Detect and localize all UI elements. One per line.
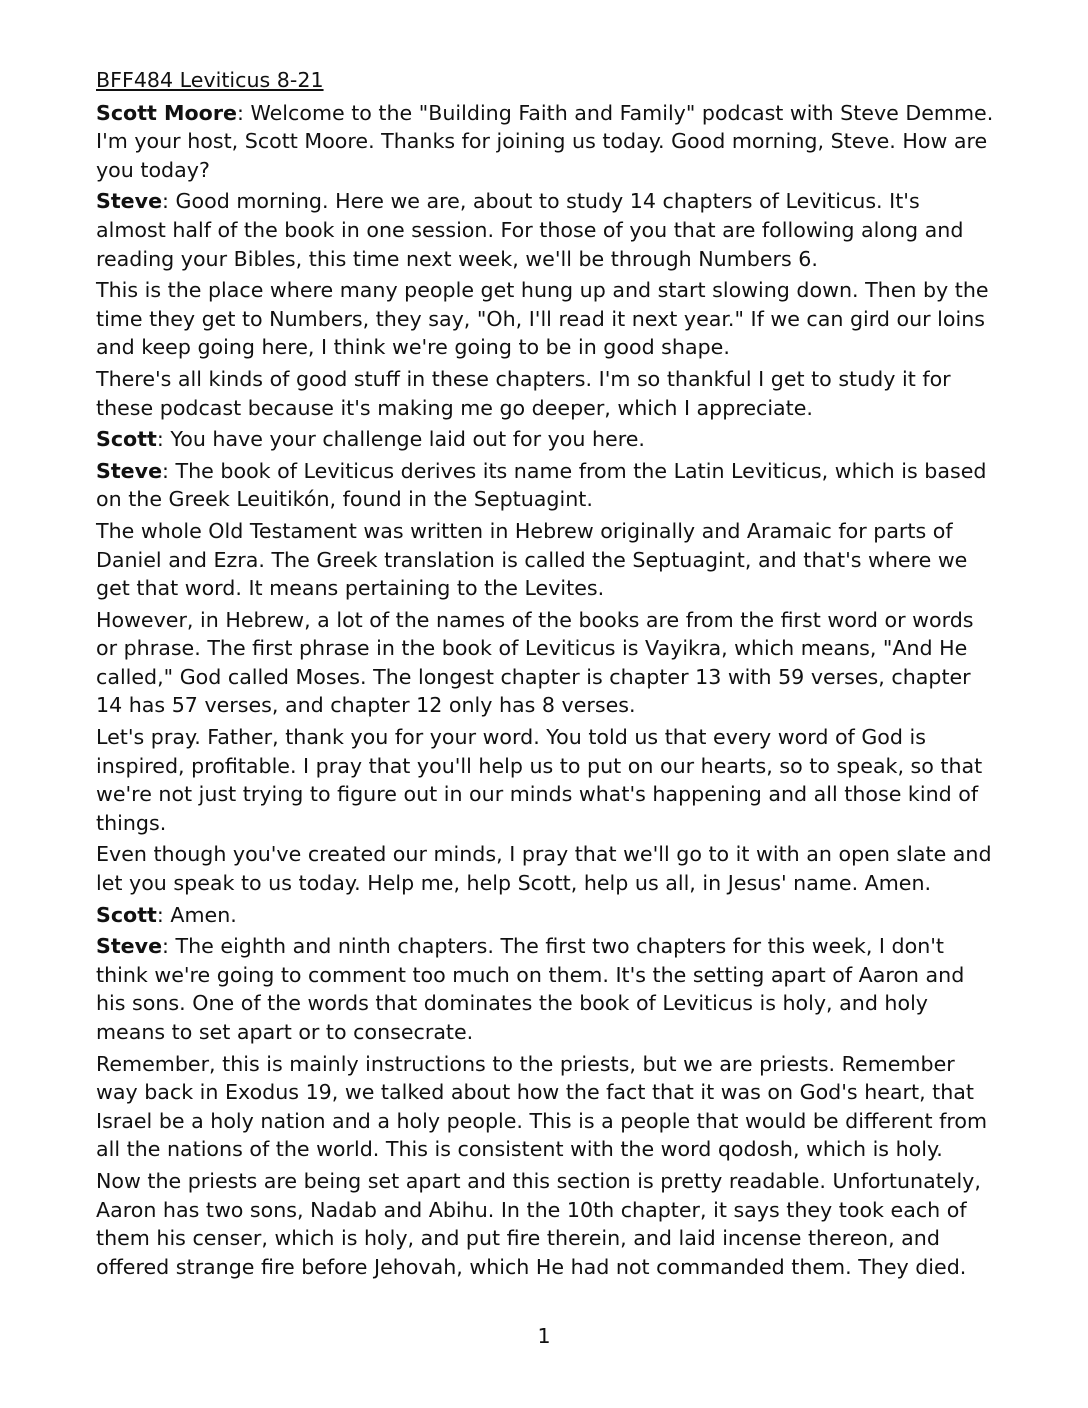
paragraph-text: Good morning. Here we are, about to study 14 chapters of Leviticus. It's almost half of the book in one session. For those of you that are following along and reading your Bibles, this time next week, we'll be through Numbers 6.: [96, 189, 964, 271]
speaker-name: Scott Moore: [96, 100, 237, 125]
paragraph-text: Even though you've created our minds, I pray that we'll go to it with an open slate and let you speak to us today. Help me, help Scott, help us all, in Jesus' name. Amen.: [96, 842, 992, 896]
paragraph-text: Welcome to the "Building Faith and Family" podcast with Steve Demme. I'm your host, Scott Moore. Thanks for joining us today. Good morning, Steve. How are you today?: [96, 100, 994, 182]
transcript-paragraph: [96, 1167, 996, 1281]
transcript-paragraph: Scott Moore: Welcome to the "Building Faith and Family" podcast with Steve Demme. I'm your host, Scott Moore. Thanks for joining us today. Good morning, Steve. How are you today?: [96, 100, 994, 182]
speaker-name: Steve: [96, 458, 163, 483]
transcript-paragraph: Scott: Amen.: [96, 902, 237, 927]
transcript-paragraph: [96, 606, 996, 720]
paragraph-text: There's all kinds of good stuff in these chapters. I'm so thankful I get to study it for these podcast because it's making me go deeper, which I appreciate.: [96, 366, 951, 420]
speaker-name: Scott: [96, 427, 157, 452]
paragraph-text: This is the place where many people get hung up and start slowing down. Then by the time they get to Numbers, they say, "Oh, I'll read it next year." If we can gird our loins and keep going here, I think we're going to be in good shape.: [96, 278, 989, 360]
paragraph-text: You have your challenge laid out for you here.: [170, 427, 645, 452]
transcript-paragraph: Steve: The book of Leviticus derives its name from the Latin Leviticus, which is based on the Greek Leuitikón, found in the Septuagint.: [96, 458, 987, 512]
paragraph-text: The book of Leviticus derives its name from the Latin Leviticus, which is based on the Greek Leuitikón, found in the Septuagint.: [96, 458, 987, 512]
paragraph-text: The eighth and ninth chapters. The first two chapters for this week, I don't think we're going to comment too much on them. It's the setting apart of Aaron and his sons. One of the words that dominates the book of Leviticus is holy, and holy means to set apart or to consecrate.: [96, 934, 965, 1044]
transcript-paragraph: [96, 276, 996, 362]
speaker-name: Scott: [96, 902, 157, 927]
speaker-name: Steve: [96, 934, 163, 959]
page-number: 1: [537, 1324, 551, 1348]
transcript-paragraph: [96, 1050, 996, 1164]
transcript-paragraph: Steve: Good morning. Here we are, about to study 14 chapters of Leviticus. It's almost half of the book in one session. For those of you that are following along and reading your Bibles, this time next week, we'll be through Numbers 6.: [96, 189, 964, 271]
document-title: BFF484 Leviticus 8-21: [96, 68, 324, 92]
paragraph-text: Remember, this is mainly instructions to the priests, but we are priests. Remember way back in Exodus 19, we talked about how the fact that it was on God's heart, that Israel be a holy nation and a holy people. This is a people that would be different from all the nations of the world. This is consistent with the word qodosh, which is holy.: [96, 1051, 988, 1162]
paragraph-text: Let's pray. Father, thank you for your word. You told us that every word of God is inspired, profitable. I pray that you'll help us to put on our hearts, so to speak, so that we're not just trying to figure out in our minds what's happening and all those kind of things.: [96, 725, 983, 835]
paragraph-text: Amen.: [170, 902, 237, 927]
transcript-page: [96, 66, 996, 1284]
transcript-paragraph: Steve: The eighth and ninth chapters. The first two chapters for this week, I don't think we're going to comment too much on them. It's the setting apart of Aaron and his sons. One of the words that dominates the book of Leviticus is holy, and holy means to set apart or to consecrate.: [96, 934, 965, 1044]
transcript-paragraph: [96, 723, 996, 837]
paragraph-text: The whole Old Testament was written in Hebrew originally and Aramaic for parts of Daniel and Ezra. The Greek translation is called the Septuagint, and that's where we get that word. It means pertaining to the Levites.: [96, 518, 968, 601]
paragraph-text: Now the priests are being set apart and this section is pretty readable. Unfortunately, Aaron has two sons, Nadab and Abihu. In the 10th chapter, it says they took each of them his censer, which is holy, and put fire therein, and laid incense thereon, and offered strange fire before Jehovah, which He had not commanded them. They died.: [96, 1168, 981, 1279]
transcript-paragraph: Scott: You have your challenge laid out for you here.: [96, 427, 645, 452]
speaker-name: Steve: [96, 189, 163, 214]
paragraph-text: However, in Hebrew, a lot of the names of the books are from the first word or words or phrase. The first phrase in the book of Leviticus is Vayikra, which means, "And He called," God called Moses. The longest chapter is chapter 13 with 59 verses, chapter 14 has 57 verses, and chapter 12 only has 8 verses.: [96, 607, 974, 718]
transcript-paragraph: [96, 840, 996, 897]
transcript-paragraph: [96, 517, 996, 603]
transcript-paragraph: [96, 365, 996, 422]
